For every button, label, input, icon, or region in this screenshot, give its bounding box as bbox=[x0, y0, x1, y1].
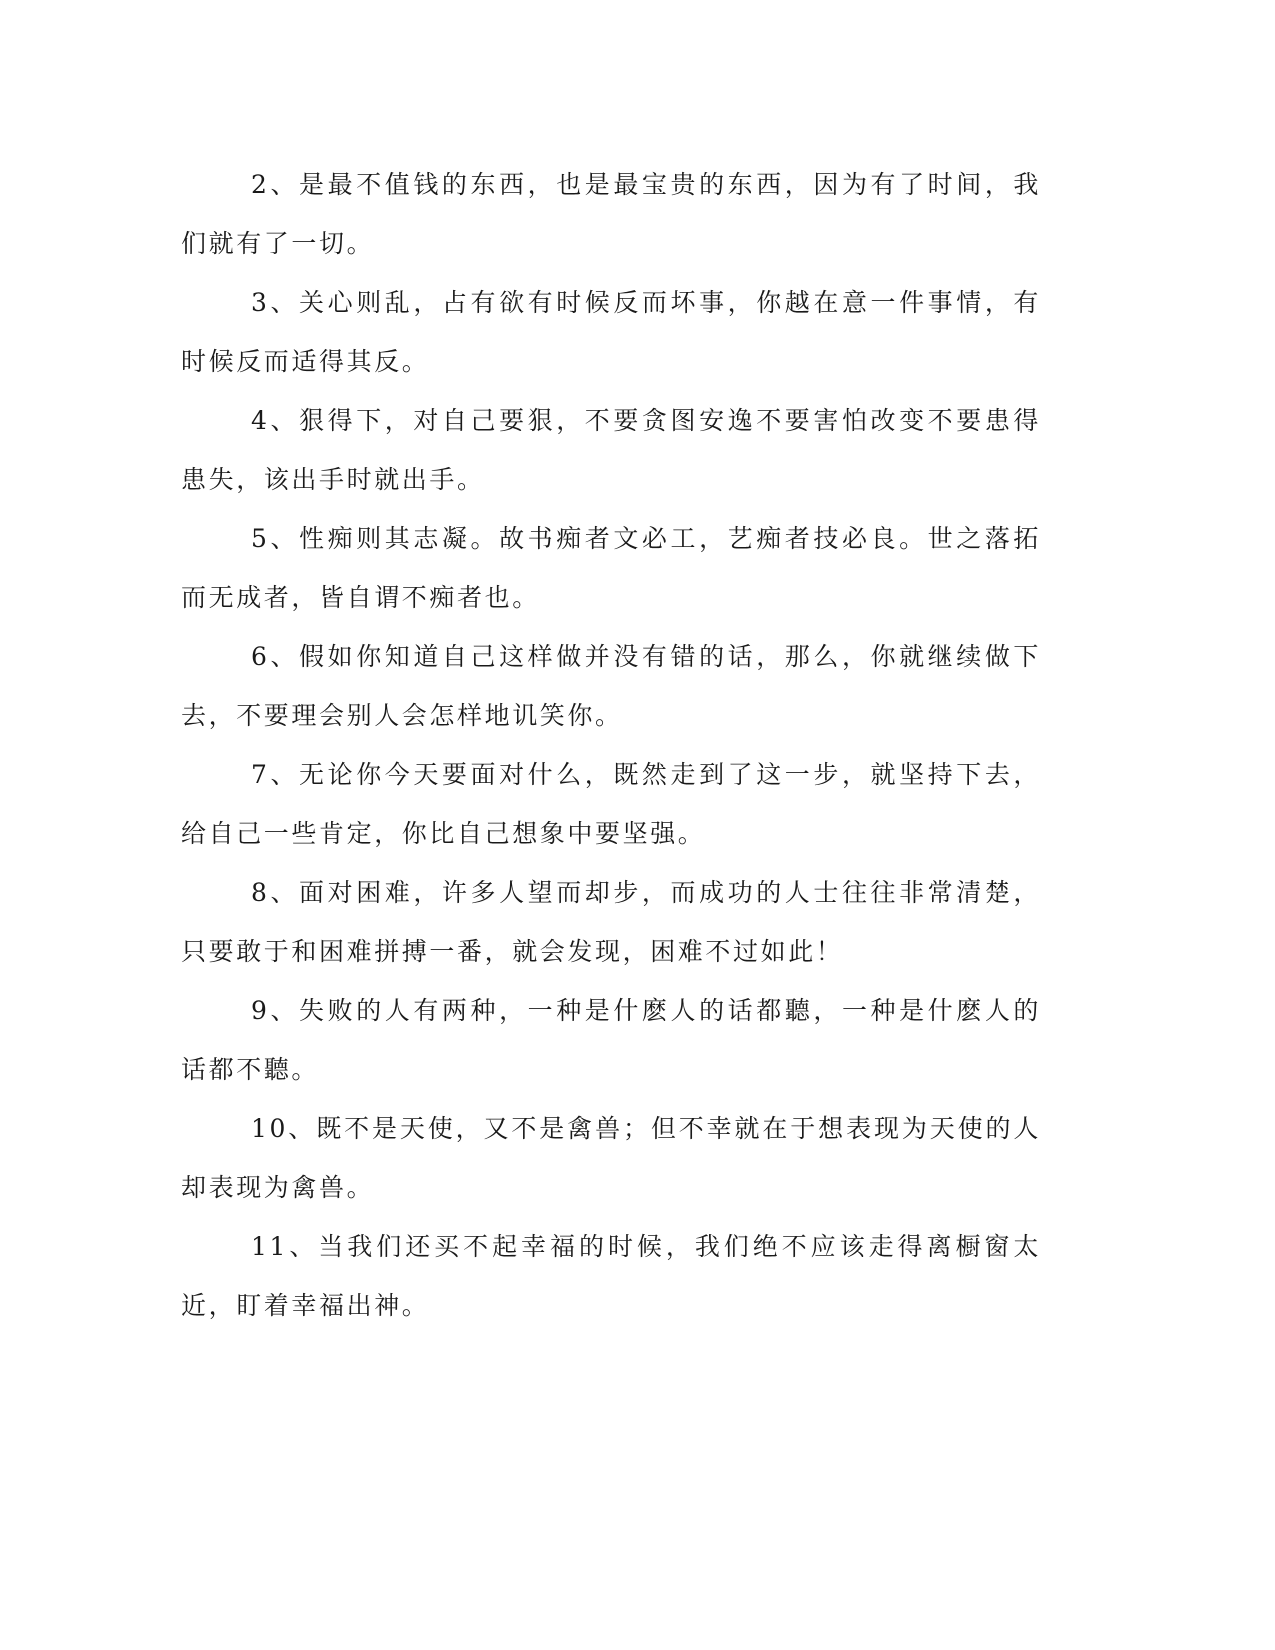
paragraph-9: 9、失败的人有两种，一种是什麽人的话都聽，一种是什麽人的话都不聽。 bbox=[181, 996, 1041, 1084]
paragraph-5: 5、性痴则其志凝。故书痴者文必工，艺痴者技必良。世之落拓而无成者，皆自谓不痴者也。 bbox=[181, 524, 1041, 612]
paragraph-4: 4、狠得下，对自己要狠，不要贪图安逸不要害怕改变不要患得患失，该出手时就出手。 bbox=[181, 406, 1041, 494]
paragraph-11: 11、当我们还买不起幸福的时候，我们绝不应该走得离橱窗太近，盯着幸福出神。 bbox=[181, 1232, 1041, 1320]
paragraph-3: 3、关心则乱，占有欲有时候反而坏事，你越在意一件事情，有时候反而适得其反。 bbox=[181, 288, 1041, 376]
document-body bbox=[181, 155, 1041, 1335]
paragraph-2: 2、是最不值钱的东西，也是最宝贵的东西，因为有了时间，我们就有了一切。 bbox=[181, 170, 1041, 258]
paragraph-7: 7、无论你今天要面对什么，既然走到了这一步，就坚持下去，给自己一些肯定，你比自己想象中要坚强。 bbox=[181, 760, 1041, 848]
paragraph-10: 10、既不是天使，又不是禽兽；但不幸就在于想表现为天使的人却表现为禽兽。 bbox=[181, 1114, 1041, 1202]
paragraph-6: 6、假如你知道自己这样做并没有错的话，那么，你就继续做下去，不要理会别人会怎样地讥笑你。 bbox=[181, 642, 1041, 730]
paragraph-8: 8、面对困难，许多人望而却步，而成功的人士往往非常清楚，只要敢于和困难拼搏一番，就会发现，困难不过如此！ bbox=[181, 878, 1041, 966]
